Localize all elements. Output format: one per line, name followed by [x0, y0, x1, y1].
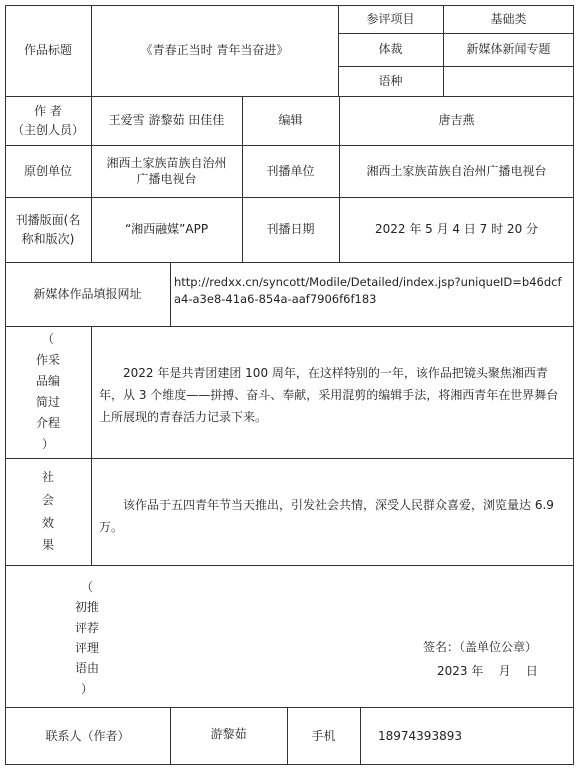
award-entry-form [5, 5, 574, 765]
genre-label: 体裁 [378, 42, 403, 57]
phone-label: 手机 [311, 728, 336, 743]
author-label-line2: （主创人员） [11, 122, 84, 137]
review-label-line: 评荐 [74, 620, 99, 635]
publish-unit-value: 湘西土家族苗族自治州广播电视台 [366, 163, 547, 178]
origin-unit-label: 原创单位 [23, 163, 72, 178]
url-value-cell [170, 262, 574, 326]
phone-value: 18974393893 [378, 728, 462, 743]
intro-body [91, 326, 574, 458]
review-label-line: 评理 [74, 641, 99, 655]
intro-label-line: 作采 [35, 353, 60, 367]
edition-value: “湘西融媒”APP [124, 222, 209, 237]
contact-value: 游黎茹 [210, 727, 247, 741]
edition-label-line1: 刊播版面(名 [15, 212, 81, 227]
language-label: 语种 [378, 73, 403, 88]
language-value [443, 66, 574, 96]
effect-label [5, 458, 91, 565]
publish-date-label: 刊播日期 [266, 222, 315, 237]
origin-unit-value [91, 145, 242, 197]
intro-label-line: 简过 [35, 395, 60, 409]
category-label: 参评项目 [366, 11, 415, 26]
signature-text: 签名：（盖单位公章） [423, 639, 538, 654]
intro-label-line: （ [41, 332, 54, 346]
contact-label: 联系人（作者） [45, 728, 130, 743]
review-label-line: 初推 [74, 600, 99, 615]
effect-body [91, 458, 574, 565]
publish-unit-label: 刊播单位 [266, 163, 315, 178]
effect-label-line: 社 [41, 469, 54, 484]
effect-label-line: 会 [41, 492, 54, 507]
effect-text: 该作品于五四青年节当天推出，引发社会共情，深受人民群众喜爱，浏览量达 6.9 万。 [99, 498, 554, 534]
work-title-label: 作品标题 [23, 43, 72, 58]
category-value: 基础类 [490, 11, 527, 26]
url-label: 新媒体作品填报网址 [33, 286, 142, 301]
signature-date: 2023 年 月 日 [437, 663, 538, 678]
editor-label: 编辑 [278, 113, 303, 128]
origin-unit-line2: 广播电视台 [136, 172, 197, 186]
review-label [47, 577, 127, 699]
intro-label [5, 326, 91, 458]
divider [5, 565, 574, 566]
author-value: 王爱雪 游黎茹 田佳佳 [108, 113, 225, 128]
intro-label-line: 品编 [35, 374, 60, 388]
edition-label [5, 197, 91, 262]
intro-label-line: 介程 [35, 416, 60, 430]
work-title-value: 《青春正当时 青年当奋进》 [140, 43, 289, 58]
intro-label-line: ） [41, 437, 54, 451]
effect-label-line: 效 [41, 515, 54, 530]
origin-unit-line1: 湘西土家族苗族自治州 [106, 155, 227, 170]
editor-value: 唐吉燕 [438, 113, 475, 128]
url-link[interactable]: http://redxx.cn/syncott/Modile/Detailed/index.jsp?uniqueID=b46dcfa4-a3e8-41a6-854a-aaf7906f6f183 [174, 275, 562, 306]
review-label-line: ） [80, 681, 93, 696]
edition-label-line2: 称和版次) [21, 231, 75, 246]
genre-value: 新媒体新闻专题 [466, 42, 551, 57]
publish-date-value: 2022 年 5 月 4 日 7 时 20 分 [374, 222, 539, 237]
review-label-line: （ [80, 579, 93, 594]
author-label [5, 96, 91, 145]
effect-label-line: 果 [41, 538, 54, 553]
author-label-line1: 作 者 [34, 103, 62, 118]
review-label-line: 语由 [74, 661, 99, 676]
intro-text: 2022 年是共青团建团 100 周年，在这样特别的一年，该作品把镜头聚焦湘西青年，从 3 个维度——拼搏、奋斗、奉献，采用混剪的编辑手法，将湘西青年在世界舞台上所展现的青春活力记录下来。 [99, 366, 559, 424]
